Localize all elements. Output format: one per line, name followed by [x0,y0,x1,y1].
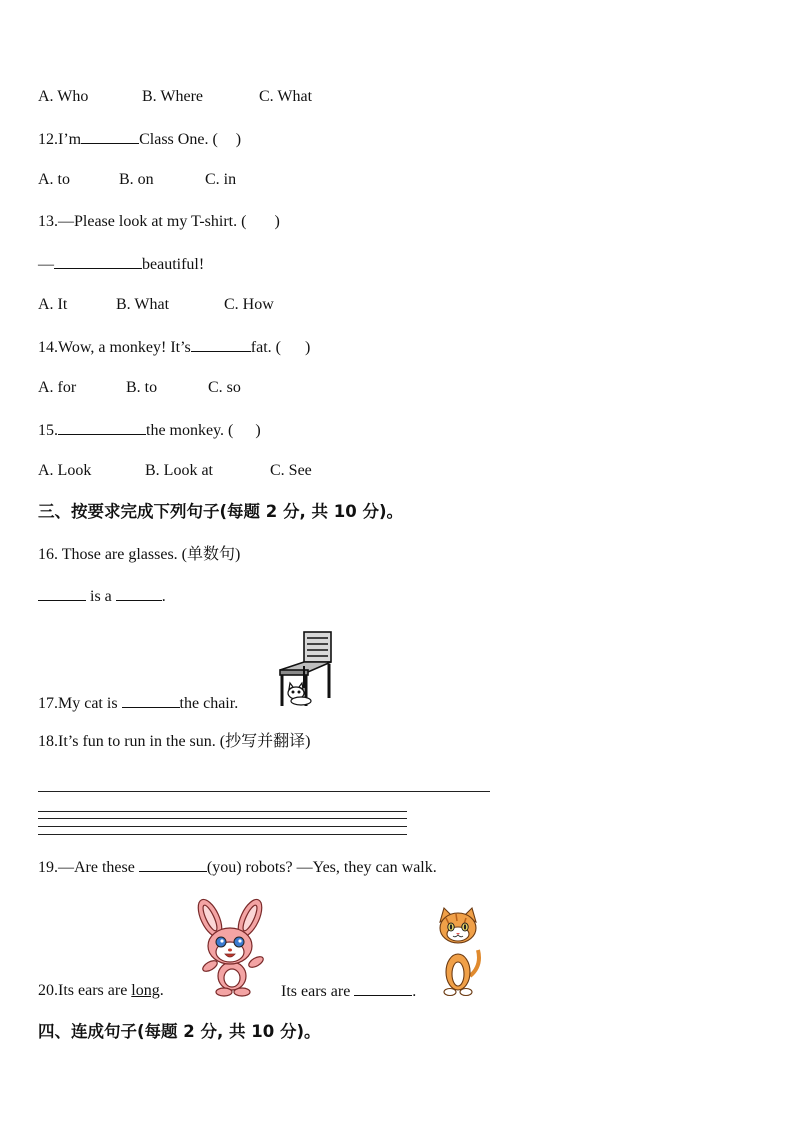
q11-options [38,87,312,107]
q16-blank-1[interactable] [38,586,86,601]
question-14 [38,337,310,358]
question-12 [38,129,241,150]
q14-blank[interactable] [191,337,251,352]
q13-option-c: C. How [224,296,274,313]
section-4-heading: 四、连成句子(每题 2 分, 共 10 分)。 [38,1022,321,1041]
q12-option-b: B. on [119,171,154,188]
q15-option-a: A. Look [38,462,92,479]
question-20 [38,981,164,1001]
q20-second-prefix: Its ears are [281,983,351,1000]
q11-option-c: C. What [259,88,313,105]
q20-text-prefix: 20.Its ears are [38,982,128,999]
q16-text-mid: is a [90,588,112,605]
q19-blank[interactable] [139,857,207,872]
q19-text-prefix: 19.—Are these [38,859,135,876]
q12-option-a: A. to [38,171,70,188]
q16-period: . [161,588,166,605]
q20-underlined-word: long [131,982,160,999]
q12-text-prefix: 12.I’m [38,131,82,148]
q13-blank[interactable] [54,254,142,269]
q12-text-suffix: Class One. ( [139,131,218,148]
q13-text: 13.—Please look at my T-shirt. ( [38,213,247,230]
q15-option-c: C. See [270,462,312,479]
q20-second-period: . [412,983,417,1000]
q13-paren-close: ) [274,213,280,230]
rabbit-image [190,896,272,998]
writing-line-2[interactable] [38,818,407,819]
q14-option-c: C. so [208,379,241,396]
q12-options [38,170,236,190]
writing-line-4[interactable] [38,834,407,835]
cat-under-chair-icon [288,683,311,705]
question-13 [38,212,280,232]
section-3-heading: 三、按要求完成下列句子(每题 2 分, 共 10 分)。 [38,502,404,521]
q14-text-suffix: fat. ( [250,339,281,356]
q16-answer-line [38,586,166,607]
q12-paren-close: ) [235,131,242,148]
q13-line2 [38,254,204,275]
q15-blank[interactable] [58,420,146,435]
q14-option-b: B. to [126,379,158,396]
q13-options [38,295,274,315]
cat-image [434,906,484,998]
q13-dash: — [38,256,54,273]
q17-text-prefix: 17.My cat is [38,695,118,712]
q14-text-prefix: 14.Wow, a monkey! It’s [38,339,191,356]
q12-blank[interactable] [81,129,139,144]
q13-option-a: A. It [38,296,68,313]
q16-blank-2[interactable] [116,586,162,601]
q15-text-prefix: 15. [38,422,58,439]
q20-blank[interactable] [354,981,412,996]
question-19 [38,857,437,878]
q13-text-suffix: beautiful! [142,256,205,273]
q11-option-b: B. Where [142,88,204,105]
q19-text-suffix: (you) robots? —Yes, they can walk. [206,859,437,876]
q20-second-sentence [281,981,416,1002]
q13-option-b: B. What [116,296,170,313]
q15-paren-close: ) [255,422,261,439]
q17-blank[interactable] [122,693,180,708]
question-17 [38,693,238,714]
q14-options [38,378,241,398]
q20-period: . [159,982,164,999]
writing-line-1[interactable] [38,811,407,812]
question-15 [38,420,261,441]
q14-paren-close: ) [304,339,311,356]
copy-line[interactable] [38,791,490,792]
q15-options [38,461,312,481]
q12-option-c: C. in [205,171,237,188]
q15-text-suffix: the monkey. ( [146,422,234,439]
q15-option-b: B. Look at [145,462,213,479]
question-18: 18.It’s fun to run in the sun. (抄写并翻译) [38,733,311,750]
q14-option-a: A. for [38,379,77,396]
q17-text-suffix: the chair. [179,695,239,712]
question-16: 16. Those are glasses. (单数句) [38,546,241,563]
chair-with-cat-image [276,626,334,708]
q11-option-a: A. Who [38,88,89,105]
writing-line-3[interactable] [38,826,407,827]
